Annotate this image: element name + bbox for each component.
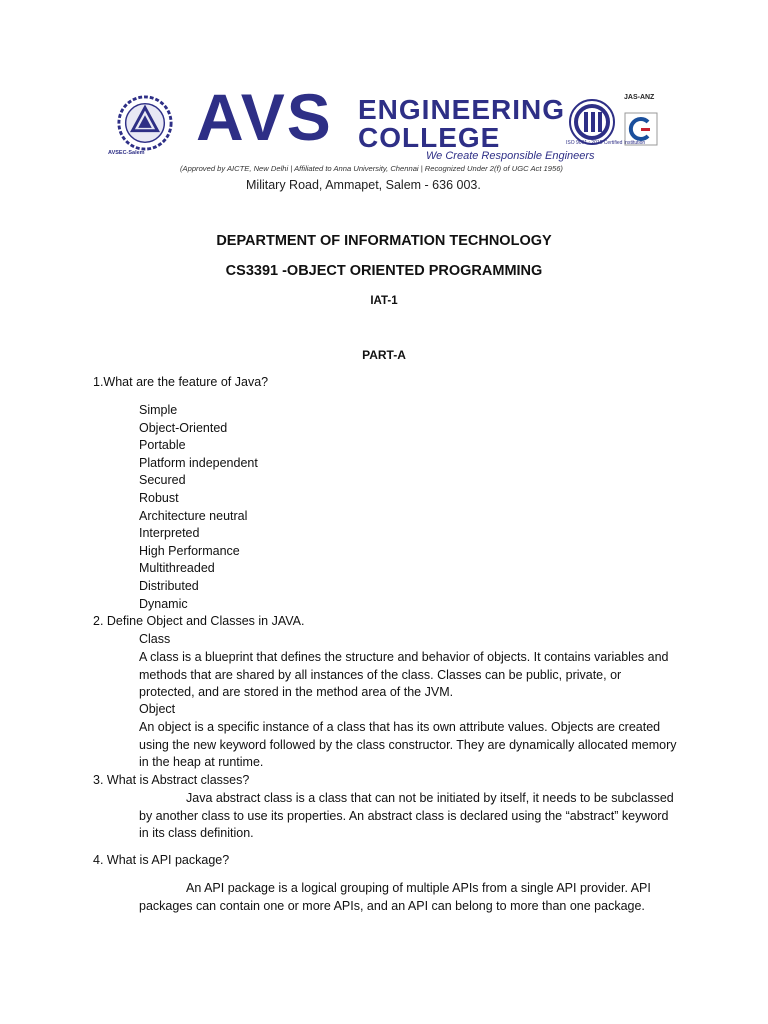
list-item: Distributed bbox=[139, 578, 199, 593]
object-definition: An object is a specific instance of a class that has its own attribute values. Objects are created using the new keyword followed by the class constructor. They are dynamically allocated memory in the heap at runtime. bbox=[139, 720, 677, 770]
list-item: Multithreaded bbox=[139, 561, 215, 576]
college-name-line1: ENGINEERING bbox=[358, 94, 566, 125]
class-definition: A class is a blueprint that defines the structure and behavior of objects. It contains variables and methods that are shared by all instances of the class. Classes can be public, private, or protected, and are stored in the method area of the JVM. bbox=[139, 650, 669, 700]
object-subheading: Object bbox=[139, 702, 176, 716]
question-1: 1.What are the feature of Java? bbox=[93, 375, 269, 389]
question-4: 4. What is API package? bbox=[93, 853, 230, 867]
list-item: Platform independent bbox=[139, 455, 258, 470]
java-features-list bbox=[139, 402, 258, 613]
crest-label: AVSEC-Salem bbox=[108, 150, 145, 156]
college-letterhead bbox=[96, 80, 672, 198]
list-item: Robust bbox=[139, 490, 179, 505]
part-heading: PART-A bbox=[362, 348, 406, 362]
college-address: Military Road, Ammapet, Salem - 636 003. bbox=[246, 178, 481, 192]
list-item: Portable bbox=[139, 438, 186, 453]
list-item: Object-Oriented bbox=[139, 420, 228, 435]
list-item: Interpreted bbox=[139, 526, 200, 541]
class-subheading: Class bbox=[139, 632, 171, 646]
list-item: High Performance bbox=[139, 543, 240, 558]
abstract-class-answer: Java abstract class is a class that can not be initiated by itself, it needs to be subclassed by another class to use its properties. An abstract class is declared using the “abstract” keyword in its class definition. bbox=[139, 791, 674, 841]
exam-heading: IAT-1 bbox=[370, 295, 398, 307]
iso-label: ISO 9001 : 2015 Certified Institution bbox=[566, 140, 646, 146]
list-item: Simple bbox=[139, 403, 178, 417]
college-name-line2: COLLEGE bbox=[358, 122, 501, 153]
department-heading: DEPARTMENT OF INFORMATION TECHNOLOGY bbox=[216, 233, 552, 249]
api-package-answer: An API package is a logical grouping of multiple APIs from a single API provider. API packages can contain one or more APIs, and an API can belong to more than one package. bbox=[139, 881, 651, 913]
list-item: Secured bbox=[139, 473, 186, 488]
college-crest-logo bbox=[116, 94, 174, 152]
brand-name: AVS bbox=[196, 80, 333, 154]
list-item: Architecture neutral bbox=[139, 508, 248, 523]
list-item: Dynamic bbox=[139, 596, 188, 611]
tagline: We Create Responsible Engineers bbox=[426, 150, 595, 162]
jas-anz-logo bbox=[624, 106, 658, 152]
course-heading: CS3391 -OBJECT ORIENTED PROGRAMMING bbox=[225, 263, 543, 279]
question-2: 2. Define Object and Classes in JAVA. bbox=[93, 614, 305, 628]
approval-line: (Approved by AICTE, New Delhi | Affiliated to Anna University, Chennai | Recognized Under 2(f) of UGC Act 1956) bbox=[180, 164, 563, 173]
question-3: 3. What is Abstract classes? bbox=[93, 773, 250, 787]
jas-anz-label: JAS-ANZ bbox=[624, 94, 655, 101]
